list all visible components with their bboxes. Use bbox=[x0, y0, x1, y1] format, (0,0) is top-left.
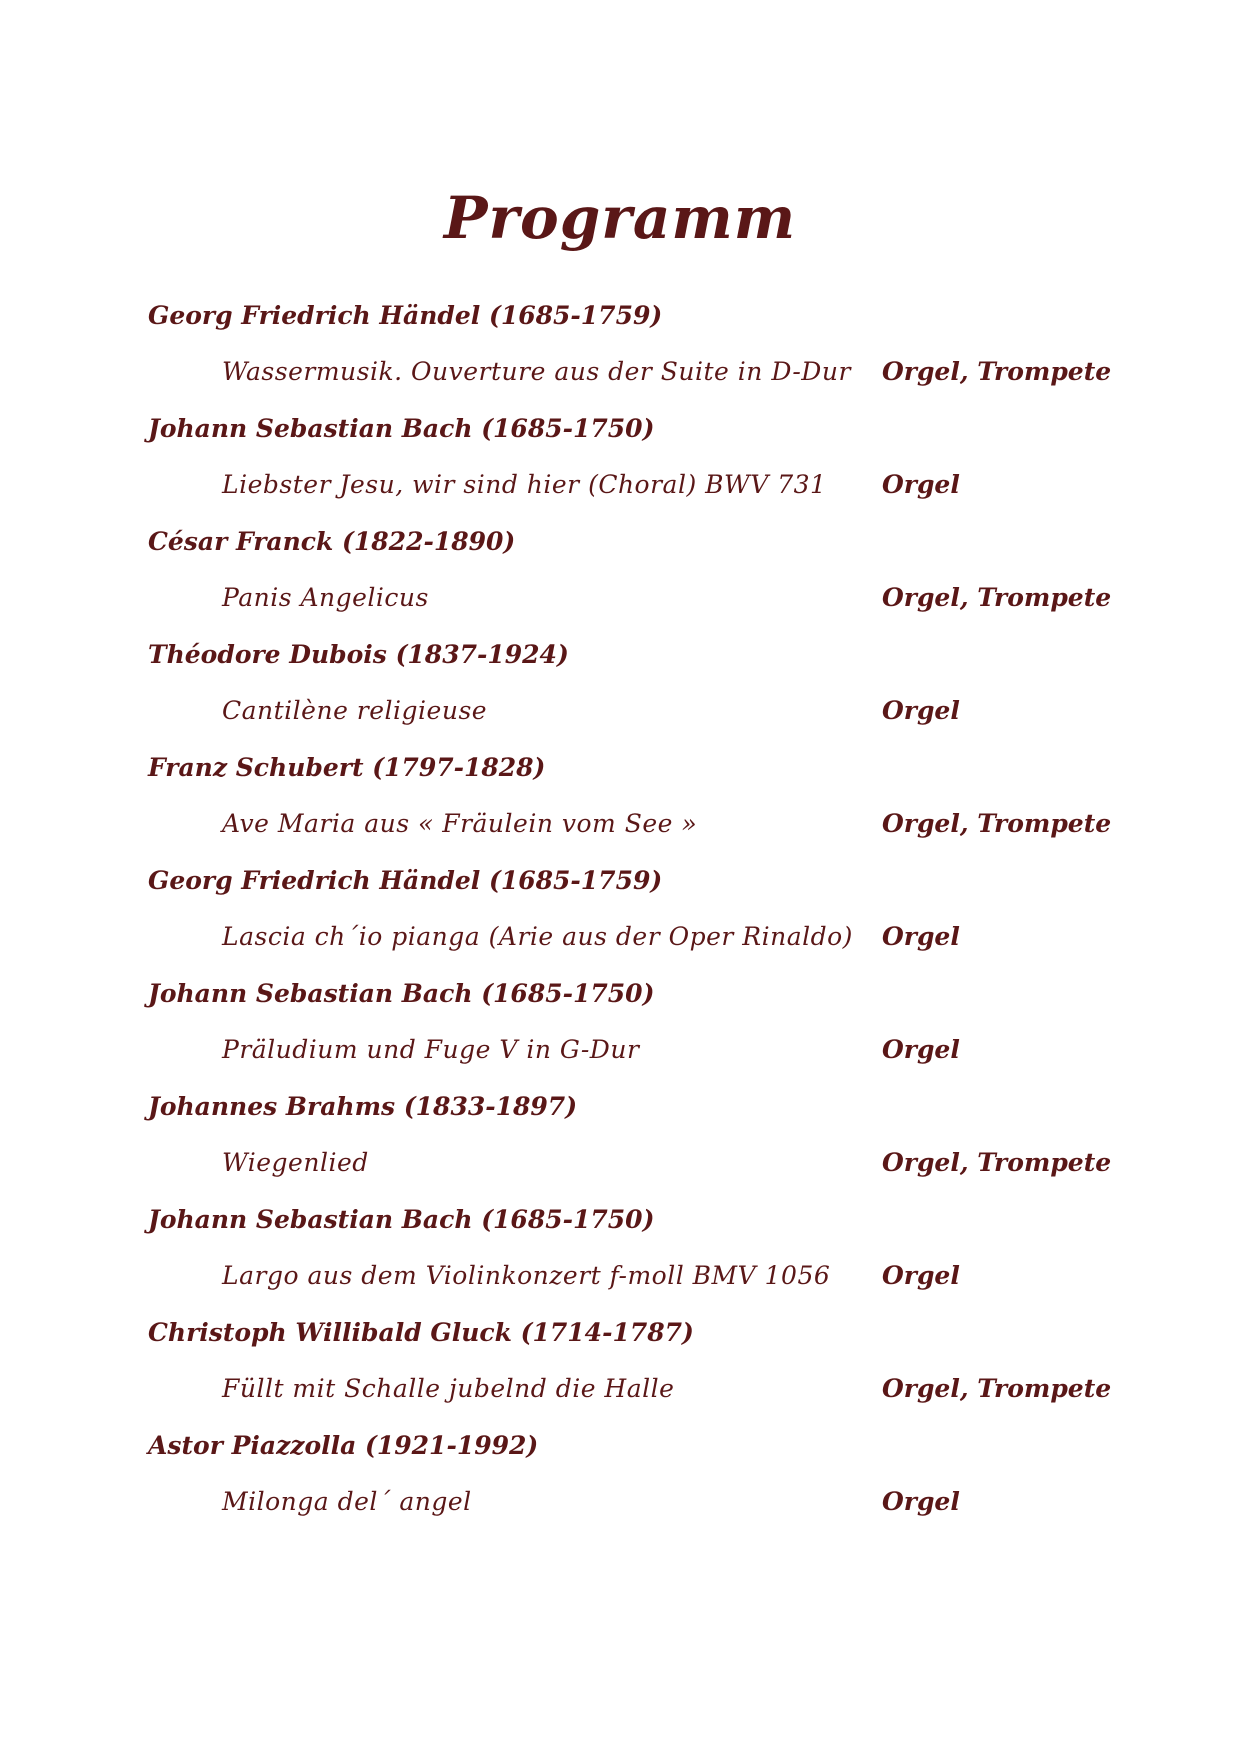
composer-name: Georg Friedrich Händel (1685-1759) bbox=[148, 866, 663, 895]
piece-title: Cantilène religieuse bbox=[222, 696, 488, 725]
program-entry bbox=[0, 1087, 1240, 1200]
piece-row bbox=[0, 1482, 1240, 1522]
piece-title: Panis Angelicus bbox=[222, 583, 429, 612]
instrumentation: Orgel, Trompete bbox=[882, 1148, 1112, 1177]
instrumentation: Orgel bbox=[882, 1261, 960, 1290]
instrumentation: Orgel bbox=[882, 1035, 960, 1064]
piece-row bbox=[0, 1256, 1240, 1296]
piece-row bbox=[0, 917, 1240, 957]
instrumentation: Orgel bbox=[882, 1487, 960, 1516]
instrumentation: Orgel, Trompete bbox=[882, 357, 1112, 386]
piece-title: Milonga del´ angel bbox=[222, 1487, 472, 1516]
piece-title: Ave Maria aus « Fräulein vom See » bbox=[222, 809, 698, 838]
instrumentation: Orgel, Trompete bbox=[882, 1374, 1112, 1403]
instrumentation: Orgel, Trompete bbox=[882, 583, 1112, 612]
piece-row bbox=[0, 1369, 1240, 1409]
program-entry bbox=[0, 1426, 1240, 1539]
piece-title: Wiegenlied bbox=[222, 1148, 369, 1177]
piece-row bbox=[0, 1030, 1240, 1070]
composer-name: Christoph Willibald Gluck (1714-1787) bbox=[148, 1318, 694, 1347]
program-entry bbox=[0, 1313, 1240, 1426]
piece-row bbox=[0, 578, 1240, 618]
composer-name: Johannes Brahms (1833-1897) bbox=[148, 1092, 578, 1121]
instrumentation: Orgel bbox=[882, 470, 960, 499]
program-entry bbox=[0, 522, 1240, 635]
instrumentation: Orgel bbox=[882, 922, 960, 951]
program-entry bbox=[0, 409, 1240, 522]
page-title: Programm bbox=[443, 183, 797, 252]
program-entry bbox=[0, 748, 1240, 861]
piece-title: Lascia ch´io pianga (Arie aus der Oper Rinaldo) bbox=[222, 922, 853, 951]
composer-name: Georg Friedrich Händel (1685-1759) bbox=[148, 301, 663, 330]
composer-name: Johann Sebastian Bach (1685-1750) bbox=[148, 1205, 655, 1234]
piece-title: Wassermusik. Ouverture aus der Suite in D-Dur bbox=[222, 357, 851, 386]
piece-row bbox=[0, 1143, 1240, 1183]
piece-row bbox=[0, 691, 1240, 731]
piece-title: Füllt mit Schalle jubelnd die Halle bbox=[222, 1374, 675, 1403]
program-entry bbox=[0, 974, 1240, 1087]
composer-name: César Franck (1822-1890) bbox=[148, 527, 516, 556]
program-entry bbox=[0, 861, 1240, 974]
program-list bbox=[0, 296, 1240, 1539]
piece-title: Liebster Jesu, wir sind hier (Choral) BWV 731 bbox=[222, 470, 827, 499]
piece-row bbox=[0, 465, 1240, 505]
composer-name: Astor Piazzolla (1921-1992) bbox=[148, 1431, 539, 1460]
program-entry bbox=[0, 635, 1240, 748]
composer-name: Théodore Dubois (1837-1924) bbox=[148, 640, 569, 669]
composer-name: Johann Sebastian Bach (1685-1750) bbox=[148, 979, 655, 1008]
instrumentation: Orgel, Trompete bbox=[882, 809, 1112, 838]
piece-row bbox=[0, 804, 1240, 844]
piece-title: Largo aus dem Violinkonzert f-moll BMV 1056 bbox=[222, 1261, 831, 1290]
composer-name: Franz Schubert (1797-1828) bbox=[148, 753, 546, 782]
program-entry bbox=[0, 296, 1240, 409]
composer-name: Johann Sebastian Bach (1685-1750) bbox=[148, 414, 655, 443]
piece-title: Präludium und Fuge V in G-Dur bbox=[222, 1035, 640, 1064]
instrumentation: Orgel bbox=[882, 696, 960, 725]
piece-row bbox=[0, 352, 1240, 392]
program-entry bbox=[0, 1200, 1240, 1313]
